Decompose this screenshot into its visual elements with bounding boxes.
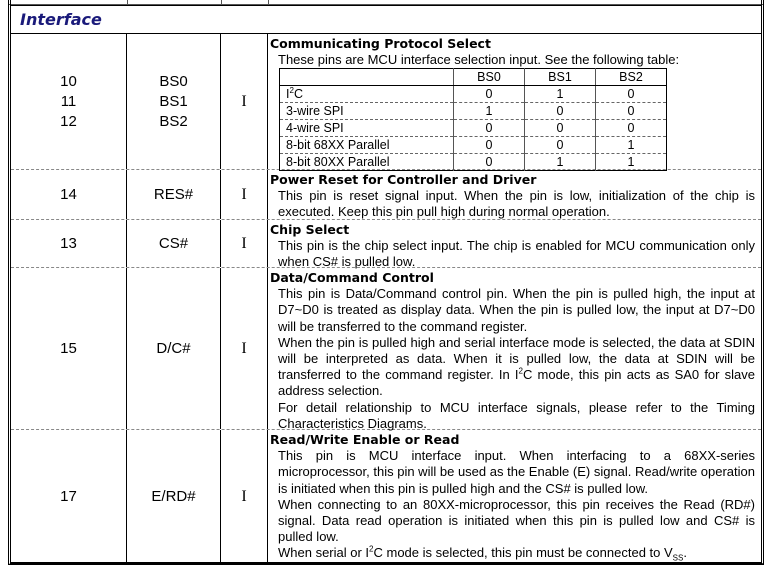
pin-type-cell [221,220,268,267]
section-header [11,5,761,34]
interface-mode [280,154,454,171]
description-title: Power Reset for Controller and Driver [270,172,537,187]
bs-value: 0 [596,120,667,137]
pin-name: BS0 [159,72,188,90]
description-line [270,464,755,480]
description-line [270,286,755,302]
text-run: executed. Keep this pin pull high during normal operation. [278,204,610,220]
text-run: is initiated when this pin is pulled high and the CS# is pulled low. [278,480,649,496]
pin-number: 17 [60,487,77,505]
pin-row [11,34,761,170]
pin-name: CS# [158,234,189,252]
pin-type-cell [221,170,268,219]
text-run: C mode, this pin acts as SA0 for slave [522,367,755,383]
description-line [270,52,755,68]
text-run: signal. Data read operation is initiated when this pin is pulled low and CS# is [278,513,755,529]
text-run: 4-wire SPI [286,120,344,135]
text-run: These pins are MCU interface selection input. See the following table: [278,52,680,68]
table-row [280,137,667,154]
text-run: will be transferred to the command register. [278,318,528,334]
text-run: 3-wire SPI [286,103,344,118]
bs-value: 1 [596,154,667,171]
pin-type-cell [221,430,268,563]
text-run: Characteristics Diagrams. [278,415,427,431]
table-row [280,120,667,137]
superscript: 2 [518,366,523,376]
description-line [270,448,755,464]
superscript: 2 [369,545,374,555]
table-row [280,154,667,171]
pin-row [11,430,761,563]
text-run: microprocessor, this pin will be used as the Enable (E) signal. Read/write operation [278,464,755,480]
column-header: BS0 [454,69,525,86]
text-run: . [683,545,687,561]
text-run: 8-bit 80XX Parallel [286,154,390,169]
pin-type-cell [221,268,268,429]
description-line [270,319,755,335]
description-line [270,545,755,564]
bs-value: 0 [454,120,525,137]
text-run: when CS# is pulled low. [278,254,416,270]
subscript: SS [672,554,684,564]
description-line [270,367,755,383]
pin-row [11,268,761,430]
interface-mode [280,103,454,120]
description-line [270,188,755,204]
text-run: This pin is MCU interface input. When interfacing to a 68XX-series [278,448,755,464]
superscript: 2 [289,85,294,95]
description-line [270,481,755,497]
pin-name-cell [127,430,221,563]
pin-type: I [241,234,247,252]
pin-name-cell [127,170,221,219]
pin-row [11,170,761,220]
column-header: BS2 [596,69,667,86]
description-title: Chip Select [270,222,350,237]
description-line [270,335,755,351]
pin-name-cell [127,268,221,429]
pin-number: 15 [60,339,77,357]
column-header [280,69,454,86]
pin-number-cell [11,268,127,429]
pin-name: BS2 [159,112,188,130]
pin-number: 13 [60,234,77,252]
text-run: When the pin is pulled high and serial interface mode is selected, the data at SDIN [278,334,755,350]
column-header: BS1 [525,69,596,86]
pin-number: 12 [60,112,77,130]
bs-value: 0 [596,86,667,103]
pin-row [11,220,761,268]
text-run: I [286,86,290,101]
bs-value: 0 [596,103,667,120]
description-cell [268,220,761,270]
pin-type: I [241,92,247,110]
description-line [270,204,755,220]
pin-name-cell [127,220,221,267]
interface-mode [280,120,454,137]
pin-type: I [241,185,247,203]
pin-number: 11 [60,92,77,110]
pin-type-cell [221,34,268,169]
description-title: Read/Write Enable or Read [270,432,460,447]
description-title: Data/Command Control [270,270,434,285]
bs-value: 0 [525,137,596,154]
pin-number: 14 [60,185,77,203]
pin-number-cell [11,430,127,563]
bs-value: 0 [454,137,525,154]
interface-mode [280,86,454,103]
pin-name: BS1 [159,92,188,110]
text-run: When connecting to an 80XX-microprocessor, this pin receives the Read (RD#) [278,496,755,512]
table-row [280,103,667,120]
pin-name-cell [127,34,221,169]
description-line [270,351,755,367]
text-run: address selection. [278,383,383,399]
interface-mode [280,137,454,154]
description-line [270,238,755,254]
description-line [270,302,755,318]
pin-name: D/C# [156,339,191,357]
section-title: Interface [20,10,102,29]
bs-value: 1 [454,103,525,120]
text-run: D7~D0 is treated as display data. When the pin is pulled low, the input at D7~D0 [278,302,755,318]
pin-number-cell [11,220,127,267]
text-run: When serial or I [278,545,370,561]
text-run: This pin is the chip select input. The chip is enabled for MCU communication only [278,238,755,254]
text-run: C mode is selected, this pin must be connected to V [373,545,673,561]
bs-value: 0 [454,86,525,103]
description-line [270,529,755,545]
text-run: C [293,86,303,101]
pin-type: I [241,339,247,357]
pin-number-cell [11,34,127,169]
table-row [280,86,667,103]
mode-select-table [279,68,667,171]
pin-number-cell [11,170,127,219]
bs-value: 1 [596,137,667,154]
text-run: For detail relationship to MCU interface signals, please refer to the Timing [278,399,755,415]
description-cell [268,430,761,563]
bs-value: 0 [525,120,596,137]
description-line [270,513,755,529]
text-run: This pin is reset signal input. When the pin is low, initialization of the chip is [278,188,755,204]
description-line [270,497,755,513]
bs-value: 1 [525,154,596,171]
bs-value: 0 [454,154,525,171]
text-run: This pin is Data/Command control pin. When the pin is pulled high, the input at [278,286,755,302]
description-cell [268,170,761,219]
text-run: 8-bit 68XX Parallel [286,137,390,152]
description-line [270,400,755,416]
description-cell [268,34,761,169]
pin-number: 10 [60,72,77,90]
table-header-row [280,69,667,86]
text-run: will be interpreted as data. When it is pulled low, the data at SDIN will be [278,351,755,367]
bs-value: 1 [525,86,596,103]
text-run: pulled low. [278,529,339,545]
description-title: Communicating Protocol Select [270,36,491,51]
description-line [270,383,755,399]
pin-name: RES# [153,185,194,203]
pin-type: I [241,487,247,505]
text-run: transferred to the command register. In I [278,367,519,383]
description-cell [268,268,761,429]
pin-name: E/RD# [151,487,196,505]
bs-value: 0 [525,103,596,120]
